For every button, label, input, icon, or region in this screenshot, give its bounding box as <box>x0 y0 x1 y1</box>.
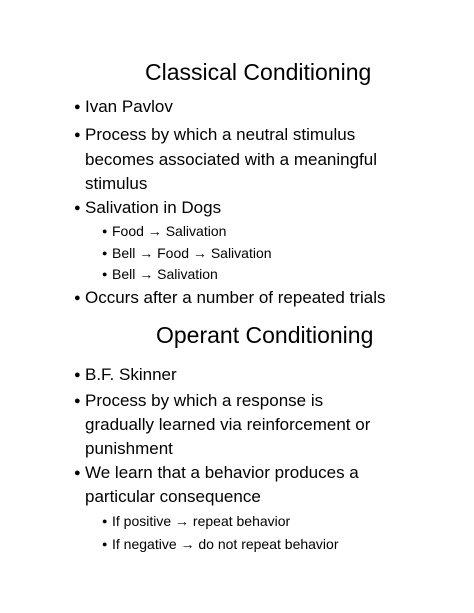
sub-list-item-text: If negative → do not repeat behavior <box>112 536 339 552</box>
section-title-classical-conditioning: Classical Conditioning <box>145 59 372 85</box>
sub-list-item-text: Bell → Food → Salivation <box>112 245 272 261</box>
bullet-icon: ● <box>74 467 81 479</box>
bullet-icon: ● <box>74 202 81 214</box>
list-item-continuation: becomes associated with a meaningful <box>85 150 377 169</box>
sub-list-item-text: Food → Salivation <box>112 223 227 239</box>
bullet-icon: ● <box>74 292 81 304</box>
list-item-text: Process by which a response is <box>85 391 324 410</box>
list-item-continuation: particular consequence <box>85 487 261 506</box>
section-title-operant-conditioning: Operant Conditioning <box>156 322 374 348</box>
bullet-icon: ● <box>102 516 108 526</box>
list-item-text: Occurs after a number of repeated trials <box>85 288 386 307</box>
bullet-icon: ● <box>102 539 108 549</box>
list-item-text: Salivation in Dogs <box>85 198 222 217</box>
list-item-text: We learn that a behavior produces a <box>85 463 359 482</box>
bullet-icon: ● <box>102 248 108 258</box>
bullet-icon: ● <box>102 269 108 279</box>
list-item-text: Process by which a neutral stimulus <box>85 125 356 144</box>
sub-list-item-text: If positive → repeat behavior <box>112 513 291 529</box>
bullet-icon: ● <box>74 129 81 141</box>
bullet-icon: ● <box>74 395 81 407</box>
list-item-continuation: punishment <box>85 439 173 458</box>
list-item-continuation: gradually learned via reinforcement or <box>85 415 371 434</box>
list-item-text: B.F. Skinner <box>85 365 177 384</box>
bullet-icon: ● <box>102 226 108 236</box>
bullet-icon: ● <box>74 369 81 381</box>
list-item-continuation: stimulus <box>85 174 148 193</box>
bullet-icon: ● <box>74 101 81 113</box>
sub-list-item-text: Bell → Salivation <box>112 266 218 282</box>
list-item-text: Ivan Pavlov <box>85 97 173 116</box>
